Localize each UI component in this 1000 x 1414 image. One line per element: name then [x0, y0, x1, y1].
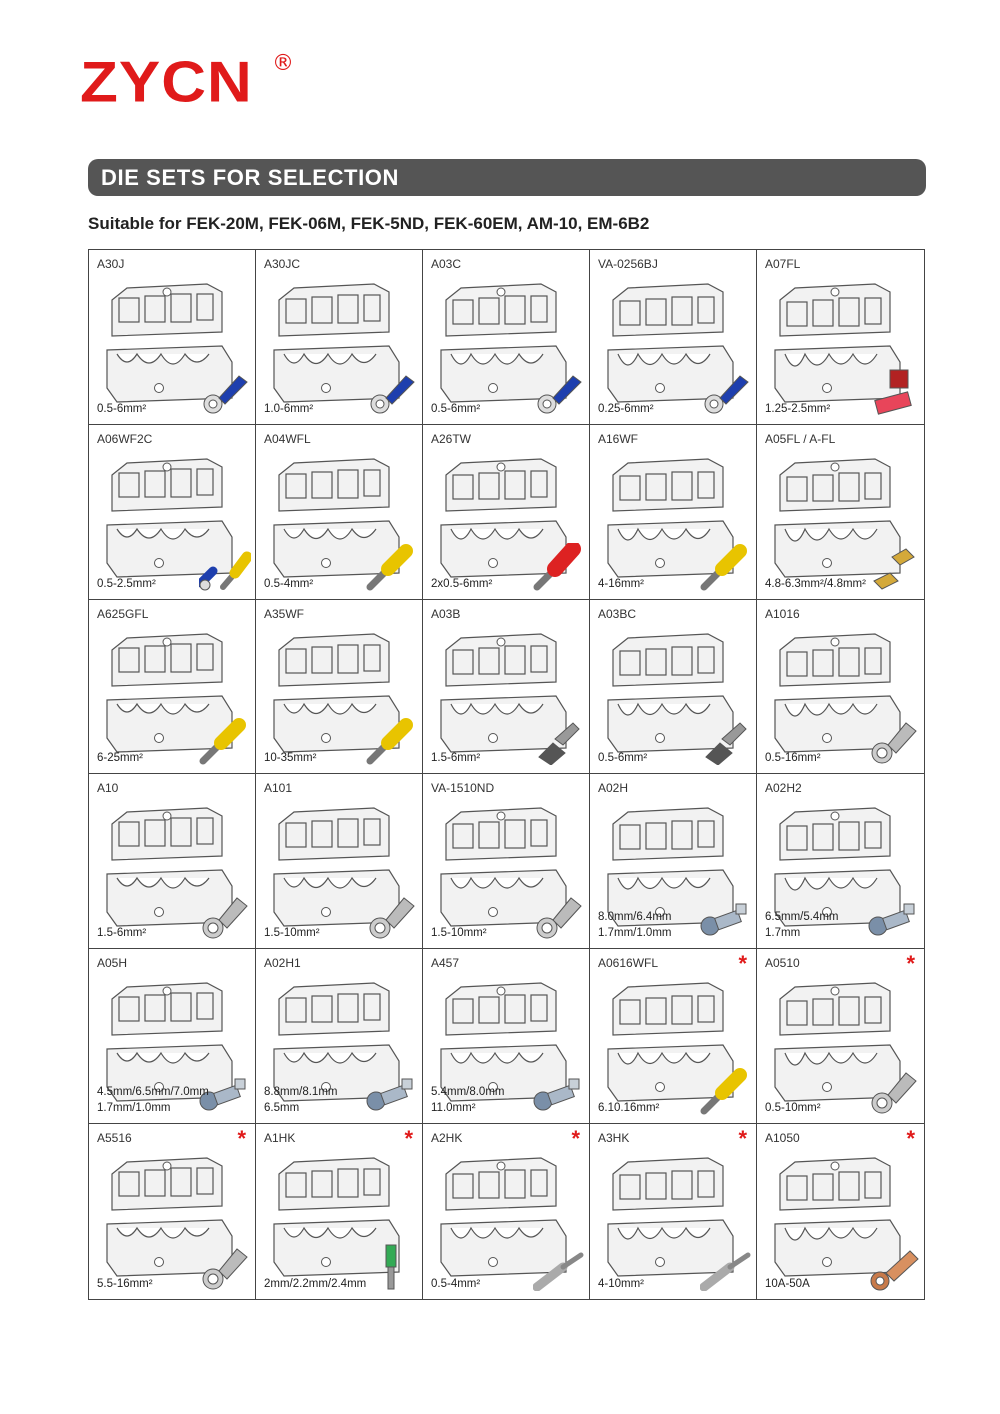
die-set-cell — [89, 600, 256, 775]
die-code: A2HK — [431, 1131, 463, 1146]
copper-lug-icon — [868, 1243, 920, 1291]
die-range — [264, 1276, 366, 1292]
die-code: A16WF — [598, 431, 639, 446]
ferrule-yellow-icon — [199, 717, 251, 765]
die-range-line: 0.5-4mm² — [264, 577, 314, 590]
die-set-cell — [423, 600, 590, 775]
die-set-cell — [423, 774, 590, 949]
die-range-line: 0.25-6mm² — [598, 402, 654, 415]
die-range — [598, 909, 672, 941]
die-code: A5516 — [97, 1131, 132, 1146]
die-range — [431, 925, 487, 941]
ring-terminal-silver-icon — [199, 1243, 251, 1291]
die-set-cell — [757, 250, 924, 425]
bnc-connector-icon — [366, 1067, 418, 1115]
die-range-line: 6.5mm — [264, 1102, 300, 1115]
ferrule-yellow-icon — [700, 1067, 752, 1115]
die-range — [765, 1276, 810, 1292]
die-range-line: 1.5-10mm² — [264, 927, 320, 940]
die-range — [598, 1276, 644, 1292]
die-code: A1016 — [765, 606, 800, 621]
die-range-line: 0.5-16mm² — [765, 752, 821, 765]
die-set-cell — [757, 425, 924, 600]
registered-mark: ® — [272, 51, 294, 76]
die-set-cell — [590, 425, 757, 600]
die-range-line: 0.5-6mm² — [598, 752, 648, 765]
die-range — [431, 1276, 480, 1292]
bnc-connector-icon — [700, 892, 752, 940]
die-range-line: 1.7mm — [765, 927, 801, 940]
die-range-line: 2x0.5-6mm² — [431, 577, 493, 590]
brand-logo: ZYCN — [80, 50, 253, 115]
die-range-line: 0.5-10mm² — [765, 1102, 821, 1115]
open-barrel-terminal-icon — [533, 717, 585, 765]
die-code: A1HK — [264, 1131, 296, 1146]
die-code: A02H1 — [264, 956, 301, 971]
die-set-cell — [757, 774, 924, 949]
compatibility-subtitle: Suitable for FEK-20M, FEK-06M, FEK-5ND, FEK-60EM, AM-10, EM-6B2 — [88, 214, 650, 233]
die-set-cell — [256, 1124, 423, 1299]
new-item-marker: * — [906, 1126, 915, 1152]
die-range — [431, 1084, 505, 1116]
ring-terminal-blue-icon — [366, 368, 418, 416]
die-range-line: 8.8mm/8.1mm — [264, 1086, 338, 1099]
pin-contact-icon — [700, 1243, 752, 1291]
die-range — [264, 750, 316, 766]
die-range-line: 6.5mm/5.4mm — [765, 911, 839, 924]
twin-ferrule-red-icon — [533, 543, 585, 591]
heavy-pin-contact-icon — [366, 1243, 418, 1291]
die-code: A101 — [264, 781, 293, 796]
die-range-line: 11.0mm² — [431, 1102, 476, 1115]
die-range-line: 4-16mm² — [598, 577, 645, 590]
die-set-cell — [256, 774, 423, 949]
die-range-line: 4.5mm/6.5mm/7.0mm — [97, 1086, 209, 1099]
die-range — [598, 1100, 659, 1116]
new-item-marker: * — [738, 1126, 747, 1152]
ring-terminal-blue-icon — [700, 368, 752, 416]
die-set-cell — [590, 774, 757, 949]
open-barrel-terminal-icon — [700, 717, 752, 765]
die-range-line: 6-25mm² — [97, 752, 144, 765]
die-range — [97, 401, 146, 417]
die-range-line: 0.5-4mm² — [431, 1277, 481, 1290]
die-range — [598, 576, 644, 592]
die-code: A26TW — [431, 431, 472, 446]
die-range — [765, 909, 839, 941]
new-item-marker: * — [237, 1126, 246, 1152]
die-range — [765, 1100, 821, 1116]
die-range-line: 0.5-2.5mm² — [97, 577, 156, 590]
bnc-connector-icon — [533, 1067, 585, 1115]
die-set-cell — [423, 949, 590, 1124]
die-set-cell — [590, 250, 757, 425]
section-title: DIE SETS FOR SELECTION — [101, 165, 400, 190]
die-code: A625GFL — [97, 606, 149, 621]
die-range — [97, 1084, 209, 1116]
die-range-line: 1.7mm/1.0mm — [598, 927, 672, 940]
ferrule-yellow-icon — [366, 717, 418, 765]
die-code: A07FL — [765, 257, 801, 271]
die-set-cell — [89, 1124, 256, 1299]
die-range-line: 1.5-6mm² — [431, 752, 481, 765]
die-code: A10 — [97, 781, 119, 796]
die-code: A03BC — [598, 606, 637, 621]
die-code: A06WF2C — [97, 431, 153, 446]
die-code: A0510 — [765, 956, 800, 971]
die-range-line: 10-35mm² — [264, 752, 317, 765]
die-code: A03C — [431, 257, 462, 271]
die-range — [431, 576, 492, 592]
die-code: A03B — [431, 606, 461, 621]
die-set-cell — [89, 949, 256, 1124]
die-set-cell — [423, 425, 590, 600]
ferrule-yellow-icon — [366, 543, 418, 591]
die-set-cell — [757, 949, 924, 1124]
ring-terminal-silver-icon — [366, 892, 418, 940]
die-range-line: 0.5-6mm² — [431, 402, 481, 415]
die-range — [598, 750, 647, 766]
new-item-marker: * — [738, 951, 747, 977]
die-range — [97, 576, 156, 592]
bnc-connector-icon — [868, 892, 920, 940]
die-set-cell — [89, 250, 256, 425]
die-range-line: 1.5-6mm² — [97, 927, 147, 940]
die-range-line: 4-10mm² — [598, 1277, 645, 1290]
die-code: VA-1510ND — [431, 781, 495, 796]
die-range-line: 10A-50A — [765, 1277, 810, 1290]
die-range-line: 4.8-6.3mm²/4.8mm² — [765, 577, 866, 590]
die-range-line: 5.5-16mm² — [97, 1277, 153, 1290]
die-set-cell — [590, 600, 757, 775]
die-range — [264, 576, 313, 592]
die-range — [431, 750, 480, 766]
die-range — [264, 925, 320, 941]
die-range-line: 0.5-6mm² — [97, 402, 147, 415]
new-item-marker: * — [571, 1126, 580, 1152]
die-range — [765, 750, 821, 766]
die-code: A05FL / A-FL — [765, 431, 836, 446]
ring-terminal-silver-icon — [199, 892, 251, 940]
die-code: A457 — [431, 956, 460, 971]
section-banner — [88, 159, 926, 196]
die-range — [598, 401, 654, 417]
ferrule-pair-icon — [199, 543, 251, 591]
die-set-cell — [256, 600, 423, 775]
die-range-line: 8.0mm/6.4mm — [598, 911, 672, 924]
die-code: A04WFL — [264, 431, 311, 446]
die-set-cell — [590, 1124, 757, 1299]
die-range — [431, 401, 480, 417]
die-code: A02H — [598, 781, 629, 796]
die-set-cell — [757, 1124, 924, 1299]
ring-terminal-silver-icon — [868, 717, 920, 765]
die-code: A0616WFL — [598, 956, 659, 971]
die-code: A1050 — [765, 1131, 800, 1146]
die-range-line: 5.4mm/8.0mm — [431, 1086, 505, 1099]
die-code: VA-0256BJ — [598, 257, 658, 271]
die-set-cell — [590, 949, 757, 1124]
die-range — [765, 576, 866, 592]
pin-contact-icon — [533, 1243, 585, 1291]
ring-terminal-silver-icon — [533, 892, 585, 940]
ring-terminal-silver-icon — [868, 1067, 920, 1115]
die-set-cell — [256, 250, 423, 425]
die-set-cell — [256, 425, 423, 600]
spade-terminal-brass-icon — [868, 543, 920, 591]
ring-terminal-blue-icon — [533, 368, 585, 416]
die-code: A05H — [97, 956, 128, 971]
ring-terminal-blue-icon — [199, 368, 251, 416]
die-range-line: 1.0-6mm² — [264, 402, 314, 415]
die-set-cell — [757, 600, 924, 775]
die-code: A02H2 — [765, 781, 802, 796]
die-range-line: 2mm/2.2mm/2.4mm — [264, 1277, 367, 1290]
die-range — [264, 401, 313, 417]
die-code: A30J — [97, 257, 125, 271]
die-set-cell — [423, 250, 590, 425]
die-range — [97, 925, 146, 941]
die-range-line: 1.25-2.5mm² — [765, 402, 831, 415]
die-set-cell — [256, 949, 423, 1124]
flag-terminal-red-icon — [868, 368, 920, 416]
new-item-marker: * — [404, 1126, 413, 1152]
die-range — [765, 401, 830, 417]
die-range-line: 6.10.16mm² — [598, 1102, 660, 1115]
die-set-cell — [423, 1124, 590, 1299]
die-set-grid — [88, 249, 925, 1300]
die-code: A30JC — [264, 257, 301, 271]
die-code: A35WF — [264, 606, 305, 621]
die-set-cell — [89, 774, 256, 949]
new-item-marker: * — [906, 951, 915, 977]
die-set-cell — [89, 425, 256, 600]
die-range — [97, 750, 143, 766]
die-range — [97, 1276, 153, 1292]
die-range-line: 1.7mm/1.0mm — [97, 1102, 171, 1115]
die-code: A3HK — [598, 1131, 630, 1146]
die-range — [264, 1084, 338, 1116]
ferrule-yellow-icon — [700, 543, 752, 591]
die-range-line: 1.5-10mm² — [431, 927, 487, 940]
